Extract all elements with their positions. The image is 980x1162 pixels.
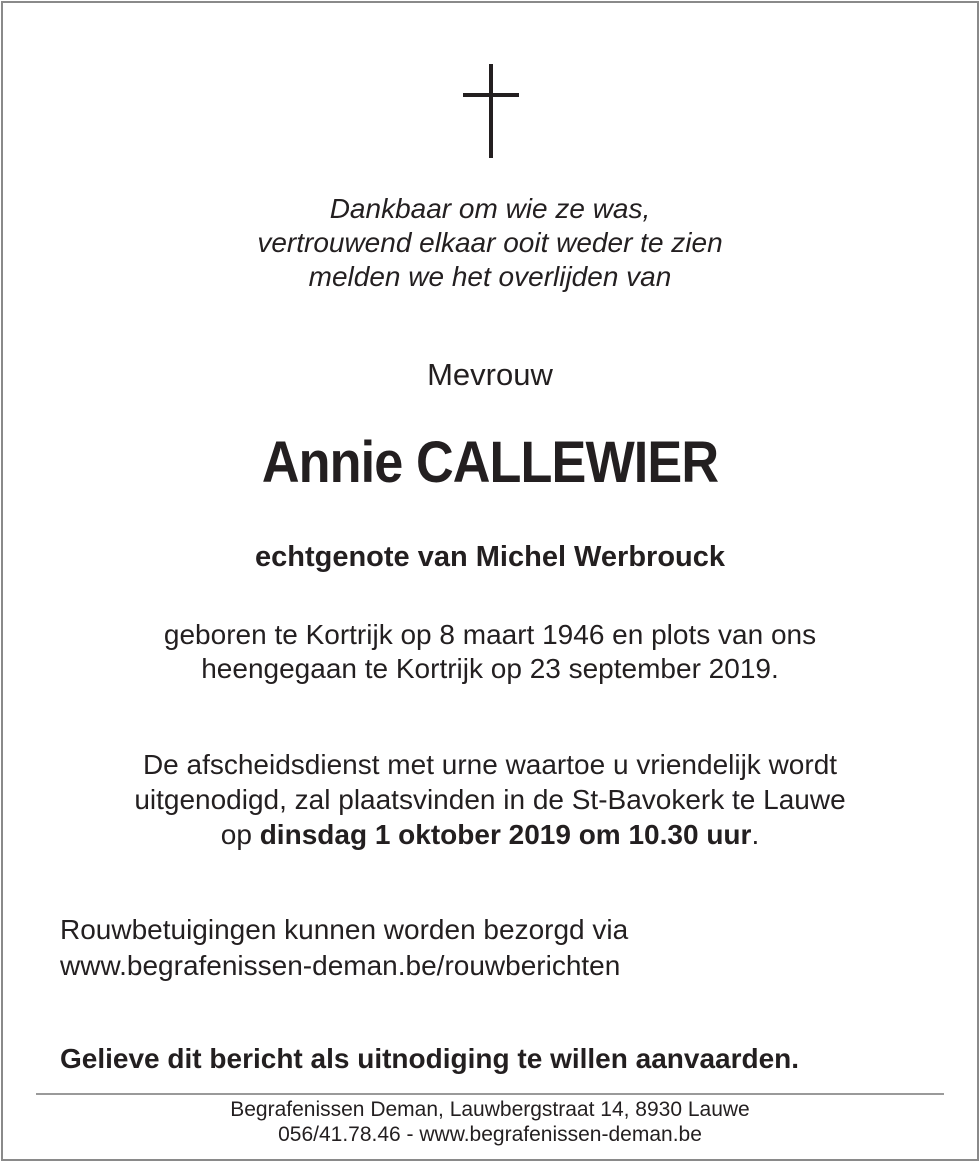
notice-frame <box>1 1 979 1161</box>
intro-line: vertrouwend elkaar ooit weder te zien <box>257 227 723 258</box>
service-line: De afscheidsdienst met urne waartoe u vriendelijk wordt <box>142 749 838 780</box>
service-text <box>0 747 980 852</box>
service-line <box>0 817 980 852</box>
condolences-text <box>60 912 628 984</box>
service-prefix: op <box>220 819 260 850</box>
footer-contact: 056/41.78.46 - www.begrafenissen-deman.be <box>278 1123 702 1146</box>
condolences-line: Rouwbetuigingen kunnen worden bezorgd via <box>60 914 629 945</box>
deceased-title: Mevrouw <box>427 357 553 392</box>
dates-line: heengegaan te Kortrijk op 23 september 2019. <box>201 653 779 684</box>
intro-line: melden we het overlijden van <box>308 261 672 292</box>
cross-vertical-bar <box>489 64 493 158</box>
dates-text <box>0 618 980 686</box>
service-datetime: dinsdag 1 oktober 2019 om 10.30 uur <box>259 819 752 850</box>
spouse-line: echtgenote van Michel Werbrouck <box>254 541 726 573</box>
service-line: uitgenodigd, zal plaatsvinden in de St-Bavokerk te Lauwe <box>134 784 846 815</box>
cross-icon <box>463 64 519 158</box>
footer-address: Begrafenissen Deman, Lauwbergstraat 14, 8930 Lauwe <box>230 1098 750 1121</box>
intro-text <box>0 192 980 294</box>
service-suffix: . <box>751 819 760 850</box>
invite-text: Gelieve dit bericht als uitnodiging te willen aanvaarden. <box>60 1043 800 1074</box>
footer-divider <box>36 1093 944 1095</box>
deceased-name: Annie CALLEWIER <box>261 430 719 495</box>
intro-line: Dankbaar om wie ze was, <box>329 193 651 224</box>
cross-horizontal-bar <box>463 93 519 97</box>
footer <box>0 1097 980 1147</box>
dates-line: geboren te Kortrijk op 8 maart 1946 en plots van ons <box>163 619 817 650</box>
condolences-url: www.begrafenissen-deman.be/rouwberichten <box>60 950 621 981</box>
